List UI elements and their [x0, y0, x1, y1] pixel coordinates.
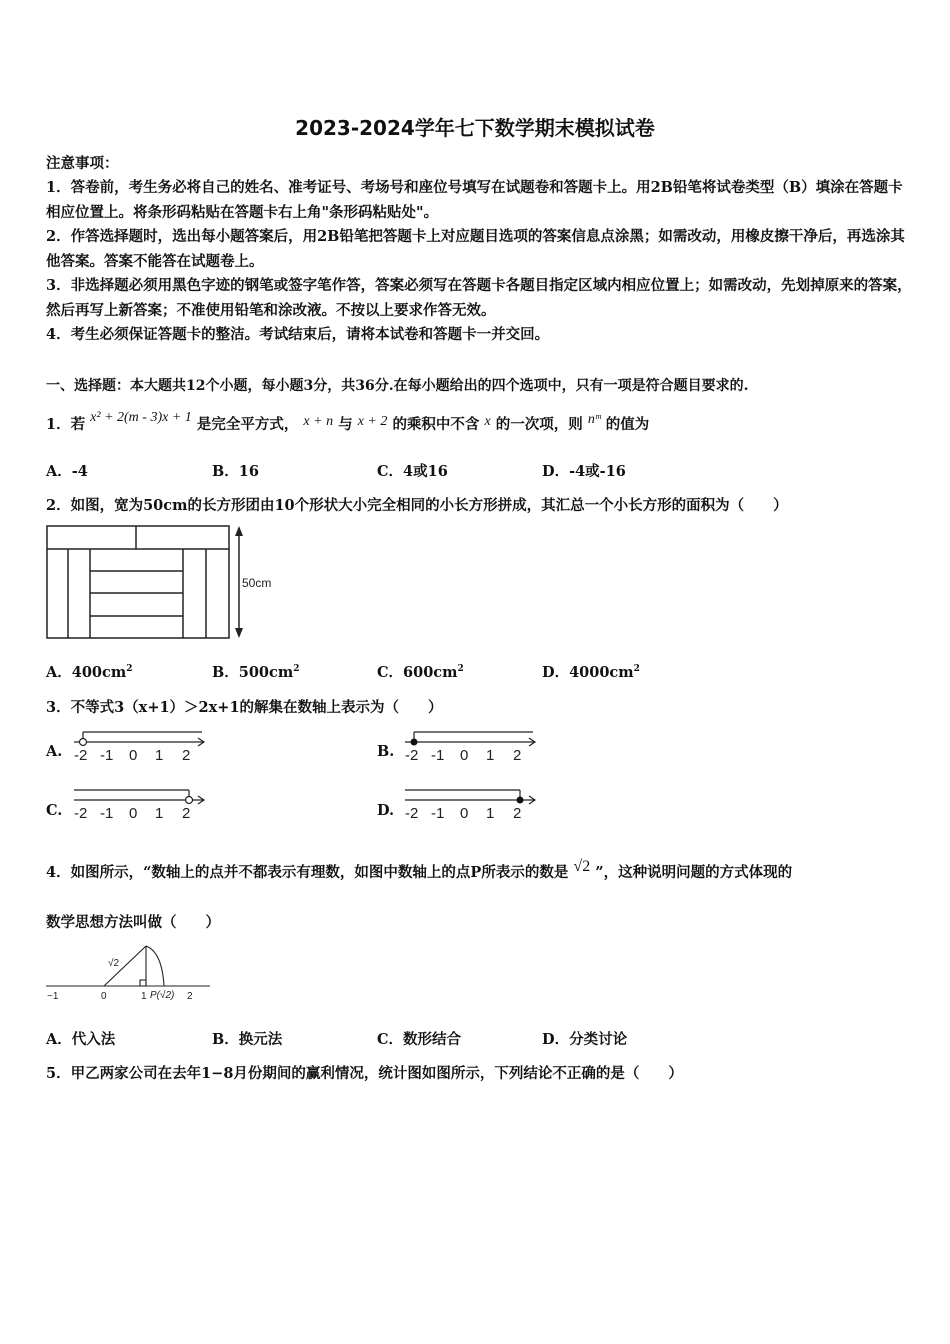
q4-option-b[interactable]: B．换元法: [212, 1031, 283, 1048]
q3-option-c[interactable]: C.: [46, 802, 63, 819]
svg-text:0: 0: [101, 991, 107, 1002]
q1-mid2: 与: [338, 416, 353, 433]
svg-text:0: 0: [460, 747, 469, 764]
q4-option-d[interactable]: D．分类讨论: [542, 1031, 628, 1048]
svg-text:-1: -1: [431, 747, 445, 764]
svg-text:√2: √2: [108, 958, 120, 969]
q3-option-a[interactable]: A.: [46, 743, 63, 760]
svg-text:-1: -1: [100, 747, 114, 764]
svg-text:0: 0: [129, 747, 138, 764]
q4-option-a[interactable]: A．代入法: [46, 1031, 116, 1048]
open-endpoint: [80, 739, 87, 746]
question-1: [46, 410, 650, 434]
q3-option-b[interactable]: B.: [377, 743, 395, 760]
page-title: 2023-2024学年七下数学期末模拟试卷: [295, 116, 655, 140]
q4-sqrt2-figure: [44, 940, 214, 1002]
svg-text:1: 1: [486, 747, 495, 764]
q1-mid1: 是完全平方式，: [196, 416, 299, 433]
q1-mid3: 的乘积中不含: [392, 416, 480, 433]
q3-numberline-d: [401, 786, 541, 822]
svg-text:-2: -2: [405, 805, 419, 822]
notice-item-1: 1．答卷前，考生务必将自己的姓名、准考证号、考场号和座位号填写在试题卷和答题卡上。用2B铅笔将试卷类型（B）填涂在答题卡相应位置上。将条形码粘贴在答题卡右上角"条形码粘贴处"。: [46, 179, 903, 221]
svg-text:-2: -2: [74, 805, 88, 822]
svg-text:1: 1: [155, 747, 164, 764]
q1-end: 的值为: [605, 416, 650, 433]
q2-option-d[interactable]: D．$4000cm^2$: [542, 664, 640, 681]
svg-text:2: 2: [182, 747, 191, 764]
section-1-heading: 一、选择题：本大题共12个小题，每小题3分，共36分.在每小题给出的四个选项中，只有一项是符合题目要求的.: [46, 378, 749, 394]
question-4-cont: 数学思想方法叫做（ ）: [46, 914, 220, 931]
q1-option-a[interactable]: A．-4: [46, 463, 88, 480]
q1-option-c[interactable]: C．4或16: [377, 463, 448, 480]
svg-text:2: 2: [513, 805, 522, 822]
svg-text:-2: -2: [405, 747, 419, 764]
q1-expr1: x² + 2(m - 3)x + 1: [90, 410, 192, 425]
svg-text:1: 1: [141, 991, 147, 1002]
q2-option-c[interactable]: C．$600cm^2$: [377, 664, 464, 681]
q2-option-b[interactable]: B．$500cm^2$: [212, 664, 300, 681]
svg-text:2: 2: [513, 747, 522, 764]
q3-option-d[interactable]: D.: [377, 802, 395, 819]
closed-endpoint: [517, 797, 524, 804]
q1-mid4: 的一次项，则: [495, 416, 583, 433]
q1-option-d[interactable]: D．-4或-16: [542, 463, 626, 480]
svg-text:−1: −1: [47, 991, 59, 1002]
notice-item-4: 4．考生必须保证答题卡的整洁。考试结束后，请将本试卷和答题卡一并交回。: [46, 326, 550, 343]
q2-option-a[interactable]: A．$400cm^2$: [46, 664, 133, 681]
svg-text:1: 1: [486, 805, 495, 822]
question-2: 2．如图，宽为50cm的长方形团由10个形状大小完全相同的小长方形拼成，其汇总一个小长方形的面积为（ ）: [46, 497, 788, 514]
outer-rectangle: [47, 526, 229, 638]
svg-text:0: 0: [460, 805, 469, 822]
svg-text:P(√2): P(√2): [150, 990, 175, 1001]
svg-text:1: 1: [155, 805, 164, 822]
q2-rectangle-figure: [44, 524, 284, 642]
q4-sqrt2: √2: [573, 858, 591, 875]
svg-text:-1: -1: [100, 805, 114, 822]
notice-item-2: 2．作答选择题时，选出每小题答案后，用2B铅笔把答题卡上对应题目选项的答案信息点涂黑；如需改动，用橡皮擦干净后，再选涂其他答案。答案不能答在试题卷上。: [46, 228, 905, 270]
open-endpoint: [186, 797, 193, 804]
svg-text:0: 0: [129, 805, 138, 822]
q1-option-b[interactable]: B．16: [212, 463, 259, 480]
svg-text:2: 2: [187, 991, 193, 1002]
q3-numberline-b: [401, 728, 541, 764]
q1-num: 1．若: [46, 416, 86, 433]
svg-text:-2: -2: [74, 747, 88, 764]
q1-expr2: x + n: [303, 414, 334, 429]
q3-numberline-c: [70, 786, 210, 822]
notice-heading: 注意事项：: [46, 155, 119, 172]
closed-endpoint: [411, 739, 418, 746]
svg-text:-1: -1: [431, 805, 445, 822]
q1-expr3: x + 2: [357, 414, 388, 429]
q4-option-c[interactable]: C．数形结合: [377, 1031, 462, 1048]
svg-text:2: 2: [182, 805, 191, 822]
q3-numberline-a: [70, 728, 210, 764]
q1-expr4: x: [484, 414, 491, 429]
q2-dimension-label: 50cm: [242, 576, 272, 590]
q1-expr5: nᵐ: [587, 412, 601, 427]
question-3: 3．不等式3（x+1）＞2x+1的解集在数轴上表示为（ ）: [46, 699, 443, 716]
question-5: 5．甲乙两家公司在去年1−8月份期间的赢利情况，统计图如图所示，下列结论不正确的是（ ）: [46, 1065, 683, 1082]
notice-item-3: 3．非选择题必须用黑色字迹的钢笔或签字笔作答，答案必须写在答题卡各题目指定区域内相应位置上；如需改动，先划掉原来的答案，然后再写上新答案；不准使用铅笔和涂改液。不按以上要求作答无效。: [46, 277, 912, 319]
question-4: 4．如图所示，“数轴上的点并不都表示有理数，如图中数轴上的点P所表示的数是 √2 ”，这种说明问题的方式体现的: [46, 858, 793, 881]
